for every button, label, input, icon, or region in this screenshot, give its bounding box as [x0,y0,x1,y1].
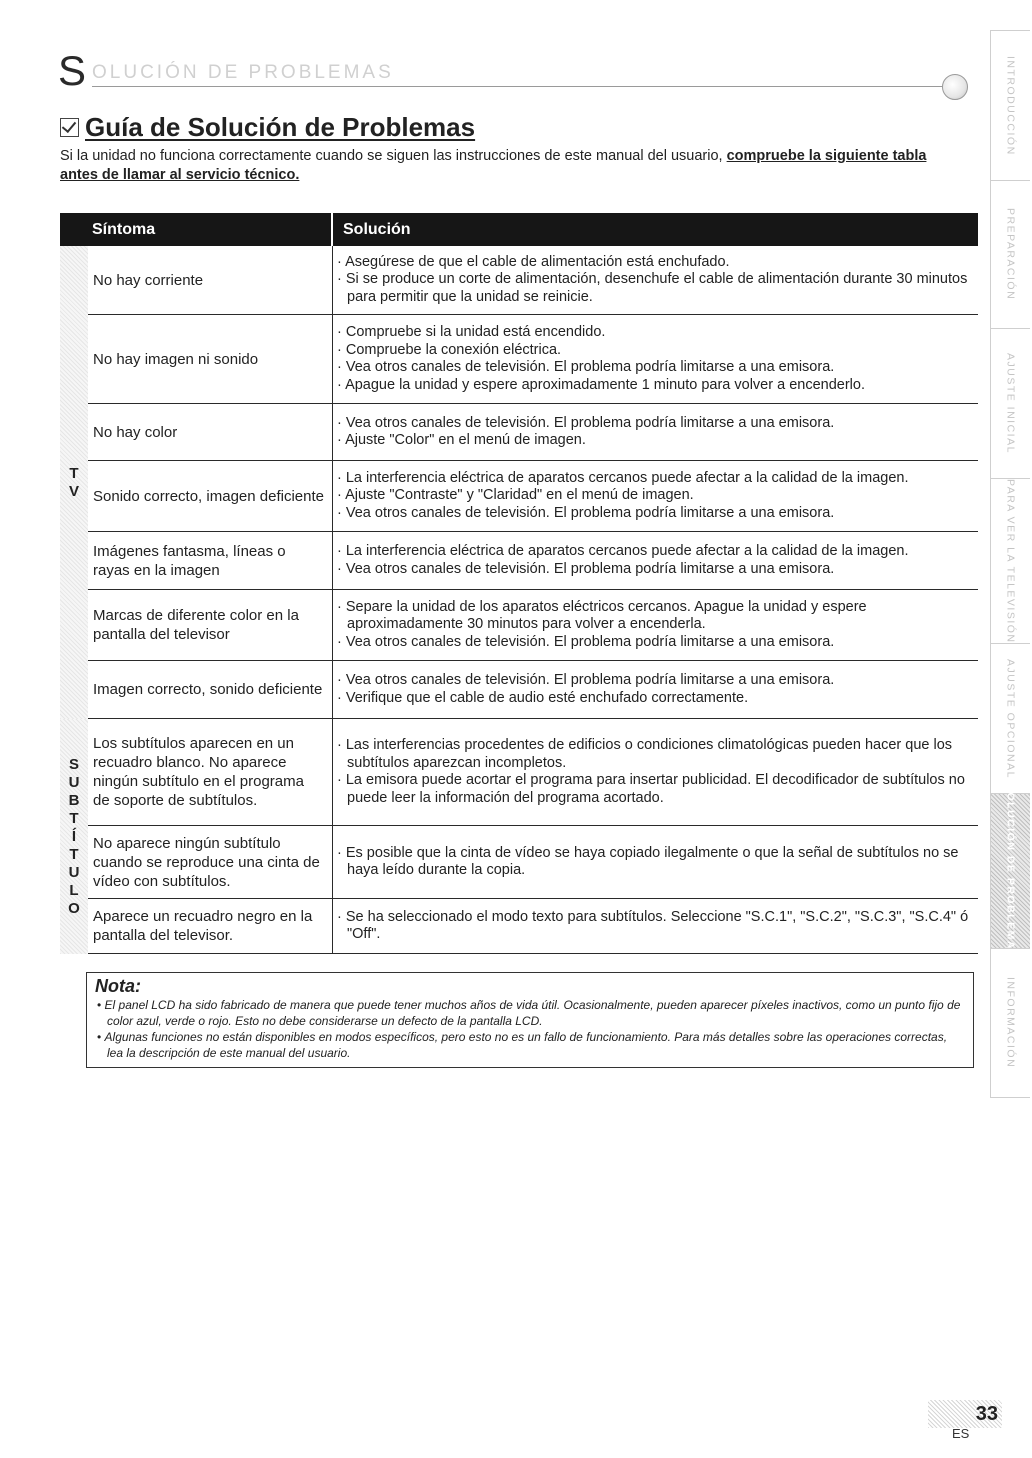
symptom-cell: No hay imagen ni sonido [88,315,333,403]
solution-item: · Compruebe la conexión eléctrica. [337,342,865,360]
note-item: • El panel LCD ha sido fabricado de manera que puede tener muchos años de vida útil. Ocasionalmente, pueden aparecer píxeles inactivos, como un punto fijo de color azul, verde o rojo. Esto no debe considerarse un defecto de la pantalla LCD. [95,997,961,1029]
solution-item: · Vea otros canales de televisión. El problema podría limitarse a una emisora. [337,359,865,377]
tab-para-ver-la-television[interactable]: PARA VER LA TELEVISIÓN [990,478,1030,643]
solution-item: · Asegúrese de que el cable de alimentación está enchufado. [337,254,978,272]
symptom-cell: Sonido correcto, imagen deficiente [88,461,333,531]
solution-cell [333,404,978,460]
solution-item: · Vea otros canales de televisión. El problema podría limitarse a una emisora. [337,505,909,523]
solution-cell [333,532,978,589]
table-row [88,532,978,590]
solution-item: · La interferencia eléctrica de aparatos cercanos puede afectar a la calidad de la imagen. [337,543,909,561]
solution-item: · Si se produce un corte de alimentación, desenchufe el cable de alimentación durante 30 minutos para permitir que la unidad se reinicie. [337,271,978,306]
header-rule [92,86,942,87]
solution-cell [333,461,978,531]
intro-emphasis: compruebe la siguiente tabla antes de llamar al servicio técnico. [60,148,927,183]
solution-cell [333,590,978,660]
solution-cell [333,246,978,314]
symptom-cell: No hay color [88,404,333,460]
solution-item: · Se ha seleccionado el modo texto para subtítulos. Seleccione "S.C.1", "S.C.2", "S.C.3", "S.C.4" ó "Off". [337,909,978,944]
table-row [88,826,978,899]
tab-preparacion[interactable]: PREPARACIÓN [990,180,1030,328]
symptom-cell: No aparece ningún subtítulo cuando se reproduce una cinta de vídeo con subtítulos. [88,826,333,898]
tab-informacion[interactable]: INFORMACIÓN [990,948,1030,1098]
tab-ajuste-inicial[interactable]: AJUSTE INICIAL [990,328,1030,478]
symptom-cell: No hay corriente [88,246,333,314]
section-title-text: Guía de Solución de Problemas [85,112,476,142]
troubleshooting-table [60,213,978,954]
solution-item: · Ajuste "Contraste" y "Claridad" en el menú de imagen. [337,487,909,505]
group-letter: L [69,881,79,899]
group-letter: V [68,482,79,500]
side-navigation [990,30,1030,1098]
section-title [60,112,475,143]
solution-item: · Es posible que la cinta de vídeo se haya copiado ilegalmente o que la señal de subtítulos no se haya leído durante la copia. [337,845,978,880]
tab-solucion-de-problemas[interactable]: SOLUCIÓN DE PROBLEMAS [990,793,1030,948]
table-row [88,404,978,461]
group-letter: S [68,755,79,773]
table-row [88,590,978,661]
solution-item: · Ajuste "Color" en el menú de imagen. [337,432,834,450]
intro-text: Si la unidad no funciona correctamente cuando se siguen las instrucciones de este manual del usuario, [60,148,723,164]
group-letter: U [68,773,80,791]
symptom-cell: Imágenes fantasma, líneas o rayas en la imagen [88,532,333,589]
solution-item: · La emisora puede acortar el programa para insertar publicidad. El decodificador de subtítulos no puede leer la información del programa acortado. [337,772,978,807]
solution-item: · La interferencia eléctrica de aparatos cercanos puede afectar a la calidad de la imagen. [337,470,909,488]
group-letter: T [69,845,79,863]
header-initial: S [58,47,87,94]
tv-group-label [60,246,88,719]
note-item: • Algunas funciones no están disponibles en modos específicos, pero esto no es un fallo de funcionamiento. Para más detalles sobre las operaciones correctas, lea la descripción de este manual del usuario. [95,1029,961,1061]
symptom-cell: Aparece un recuadro negro en la pantalla del televisor. [88,899,333,953]
solution-item: · Vea otros canales de televisión. El problema podría limitarse a una emisora. [337,561,909,579]
symptom-cell: Imagen correcto, sonido deficiente [88,661,333,718]
group-letter: T [69,464,79,482]
solution-cell [333,899,978,953]
page-number: 33 [928,1400,1002,1428]
solution-cell [333,661,978,718]
page-header [58,48,970,98]
group-letter: B [68,791,80,809]
header-circle-icon [942,74,968,100]
table-row [88,461,978,532]
tv-group [60,246,978,719]
tv-group-rows [88,246,978,719]
symptom-cell: Marcas de diferente color en la pantalla del televisor [88,590,333,660]
header-symptom: Síntoma [60,213,333,246]
solution-item: · Las interferencias procedentes de edificios o condiciones climatológicas pueden hacer que los subtítulos aparezcan incompletos. [337,737,978,772]
table-row [88,315,978,404]
page-language: ES [952,1426,970,1441]
solution-item: · Separe la unidad de los aparatos eléctricos cercanos. Apague la unidad y espere aproximadamente 30 minutos para volver a encenderla. [337,599,978,634]
tab-ajuste-opcional[interactable]: AJUSTE OPCIONAL [990,643,1030,793]
subtitle-group [60,719,978,954]
solution-cell [333,826,978,898]
table-header [60,213,978,246]
solution-item: · Vea otros canales de televisión. El problema podría limitarse a una emisora. [337,415,834,433]
subtitle-group-label [60,719,88,954]
table-row [88,899,978,954]
intro-paragraph [60,147,940,185]
group-letter: T [69,809,79,827]
solution-item: · Apague la unidad y espere aproximadamente 1 minuto para volver a encenderlo. [337,377,865,395]
header-solution: Solución [343,221,411,238]
tab-introduccion[interactable]: INTRODUCCIÓN [990,30,1030,180]
checkbox-icon [60,118,79,137]
solution-item: · Vea otros canales de televisión. El problema podría limitarse a una emisora. [337,634,978,652]
table-row [88,246,978,315]
subtitle-group-rows [88,719,978,954]
table-row [88,661,978,719]
note-box [86,972,974,1068]
solution-cell [333,315,978,403]
note-title: Nota: [95,976,141,996]
solution-cell [333,719,978,825]
solution-item: · Compruebe si la unidad está encendido. [337,324,865,342]
group-letter: U [68,863,80,881]
solution-item: · Vea otros canales de televisión. El problema podría limitarse a una emisora. [337,672,834,690]
solution-item: · Verifique que el cable de audio esté enchufado correctamente. [337,690,834,708]
symptom-cell: Los subtítulos aparecen en un recuadro blanco. No aparece ningún subtítulo en el programa de soporte de subtítulos. [88,719,333,825]
header-title: OLUCIÓN DE PROBLEMAS [92,62,394,83]
group-letter: Í [71,827,77,845]
group-letter: O [68,899,80,917]
table-row [88,719,978,826]
